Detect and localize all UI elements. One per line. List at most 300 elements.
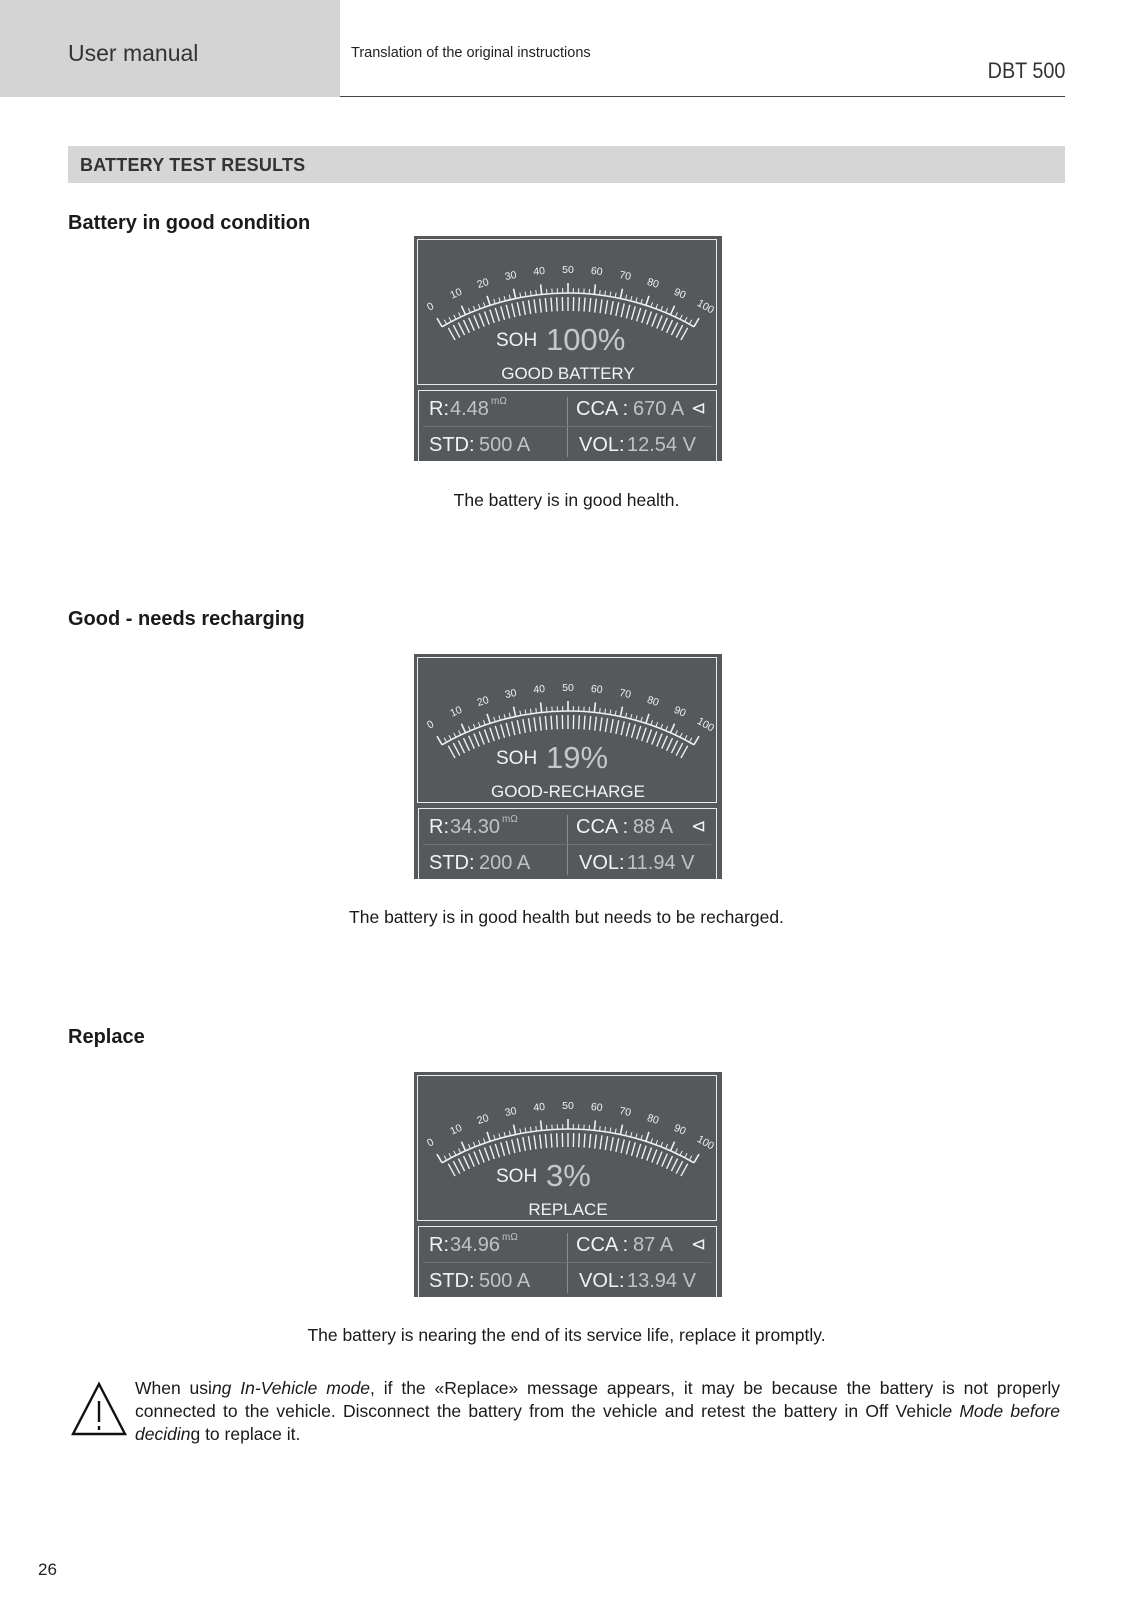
gauge-tick: [637, 1144, 641, 1157]
gauge-tick: [681, 1164, 688, 1176]
soh-label: SOH: [496, 1166, 538, 1187]
header-subtitle: Translation of the original instructions: [351, 45, 591, 61]
gauge-tick: [589, 1134, 590, 1148]
gauge-tick: [541, 702, 542, 712]
gauge-tick: [657, 316, 662, 329]
readings-divider: [423, 426, 711, 427]
gauge-tick: [494, 1135, 495, 1140]
gauge-tick: [444, 738, 446, 742]
gauge-tick-label: 10: [448, 703, 464, 720]
readings-divider: [423, 844, 711, 845]
gauge-tick-label: 100: [694, 1133, 717, 1153]
gauge-tick: [523, 1137, 526, 1151]
voltage-value: 13.94 V: [627, 1270, 696, 1292]
gauge-tick: [652, 731, 657, 744]
gauge-tick-label: 90: [672, 1121, 688, 1138]
voltage-label: VOL:: [579, 434, 625, 456]
gauge-tick-label: 80: [645, 1111, 661, 1127]
gauge-tick: [626, 1141, 629, 1155]
gauge-tick: [594, 702, 595, 712]
gauge-tick: [647, 1147, 652, 1160]
gauge-tick: [661, 724, 663, 729]
gauge-tick: [600, 717, 602, 731]
gauge-tick: [689, 320, 691, 324]
gauge-tick: [487, 1132, 490, 1142]
gauge-tick: [490, 1146, 494, 1159]
gauge-tick: [437, 1154, 442, 1163]
gauge-tick: [600, 1135, 602, 1149]
gauge-tick: [656, 1140, 658, 1145]
gauge-tick: [646, 296, 649, 306]
section-title: BATTERY TEST RESULTS: [80, 155, 306, 175]
gauge-tick: [611, 719, 614, 733]
gauge-tick: [494, 717, 495, 722]
gauge-tick: [579, 297, 580, 311]
gauge-tick: [667, 320, 673, 333]
gauge-tick: [657, 1152, 662, 1165]
gauge-tick: [528, 300, 530, 314]
gauge-tick: [600, 1126, 601, 1131]
gauge-tick-label: 80: [645, 275, 661, 291]
gauge-tick: [689, 1156, 691, 1160]
gauge-tick: [675, 312, 677, 317]
gauge-tick-label: 40: [532, 1100, 546, 1115]
gauge-tick: [458, 1159, 464, 1172]
gauge-tick: [675, 1148, 677, 1153]
gauge-tick: [641, 299, 642, 304]
resistance-value: 34.96: [450, 1234, 501, 1256]
gauge-tick: [641, 1135, 642, 1140]
gauge-tick: [681, 746, 688, 758]
gauge-tick: [534, 717, 536, 731]
gauge-tick: [666, 726, 668, 731]
gauge-tick: [485, 1147, 490, 1160]
std-label: STD:: [429, 852, 475, 874]
gauge-tick: [449, 735, 451, 739]
gauge-tick: [514, 1125, 516, 1135]
result-caption: The battery is nearing the end of its service life, replace it promptly.: [307, 1325, 826, 1345]
gauge-tick: [631, 1132, 632, 1137]
gauge-tick: [473, 1142, 475, 1147]
cca-label: CCA :: [576, 398, 629, 420]
gauge-tick: [444, 1156, 446, 1160]
gauge-tick: [595, 1135, 597, 1149]
gauge-tick: [671, 741, 677, 754]
gauge-tick: [605, 300, 607, 314]
gauge-tick: [540, 1135, 542, 1149]
resistance-label: R:: [429, 1234, 449, 1256]
gauge-tick: [454, 1151, 456, 1155]
gauge-tick: [461, 1142, 465, 1151]
gauge-tick: [620, 1125, 622, 1135]
gauge-tick: [448, 1164, 455, 1176]
warning-text-part: When usi: [135, 1378, 212, 1398]
manual-title: User manual: [68, 40, 199, 66]
gauge-tick: [506, 723, 509, 737]
gauge-tick-label: 50: [562, 264, 574, 276]
voltage-label: VOL:: [579, 1270, 625, 1292]
gauge-tick: [449, 317, 451, 321]
gauge-tick: [637, 308, 641, 321]
gauge-tick: [437, 318, 442, 327]
lcd-display-good: [414, 236, 722, 461]
gauge-tick: [448, 746, 455, 758]
resistance-unit: mΩ: [502, 1232, 518, 1243]
voltage-label: VOL:: [579, 852, 625, 874]
gauge-tick: [685, 1153, 687, 1157]
gauge-tick-label: 30: [503, 268, 518, 284]
gauge-tick: [448, 328, 455, 340]
gauge-tick: [694, 736, 699, 745]
gauge-tick: [631, 296, 632, 301]
gauge-tick: [662, 736, 668, 749]
gauge-tick: [501, 1142, 505, 1155]
gauge-tick: [523, 301, 526, 315]
gauge-tick: [479, 313, 484, 326]
gauge-tick: [667, 738, 673, 751]
gauge-tick: [541, 1120, 542, 1130]
soh-value: 19%: [546, 740, 609, 775]
gauge-tick: [540, 717, 542, 731]
gauge-tick: [499, 297, 500, 302]
gauge-tick-label: 10: [448, 1121, 464, 1138]
header-divider: [340, 96, 1065, 97]
gauge-tick: [485, 311, 490, 324]
gauge-tick: [600, 708, 601, 713]
cca-value: 88 A: [633, 816, 674, 838]
gauge-tick: [501, 306, 505, 319]
gauge-tick: [579, 715, 580, 729]
gauge-tick-label: 50: [562, 1100, 574, 1112]
gauge-tick: [536, 708, 537, 713]
gauge-tick: [652, 313, 657, 326]
battery-status: GOOD BATTERY: [501, 364, 635, 383]
gauge-tick: [453, 743, 459, 755]
gauge-tick-label: 30: [503, 1104, 518, 1120]
gauge-tick-label: 60: [590, 264, 604, 279]
gauge-tick: [651, 720, 653, 725]
voltage-value: 11.94 V: [627, 852, 695, 874]
gauge-tick: [642, 310, 646, 323]
gauge-tick: [468, 726, 470, 731]
gauge-tick: [611, 301, 614, 315]
gauge-tick-label: 70: [618, 686, 633, 702]
gauge-tick: [545, 1134, 546, 1148]
gauge-tick-label: 20: [475, 693, 491, 709]
gauge-tick: [495, 726, 499, 739]
warning-text-italic: e Mode before decidin: [135, 1401, 1060, 1444]
gauge-tick: [483, 720, 485, 725]
gauge-tick: [512, 1139, 515, 1153]
gauge-tick: [478, 304, 480, 309]
gauge-tick-label: 100: [694, 715, 717, 735]
gauge-tick-label: 20: [475, 275, 491, 291]
gauge-tick: [651, 302, 653, 307]
warning-triangle-icon: [70, 1381, 128, 1437]
gauge-tick: [662, 318, 668, 331]
gauge-tick-label: 0: [424, 1136, 437, 1150]
gauge-tick: [536, 290, 537, 295]
std-value: 500 A: [479, 1270, 531, 1292]
gauge-tick: [685, 317, 687, 321]
cca-label: CCA :: [576, 816, 629, 838]
gauge-tick: [464, 738, 470, 751]
gauge-tick: [506, 305, 509, 319]
gauge-tick: [595, 717, 597, 731]
gauge-tick: [589, 298, 590, 312]
model-name: DBT 500: [987, 58, 1065, 83]
gauge-tick: [474, 1152, 479, 1165]
gauge-tick: [459, 730, 461, 735]
section-title-bar: [68, 146, 1065, 183]
gauge-tick-label: 40: [532, 682, 546, 697]
gauge-tick: [464, 1156, 470, 1169]
gauge-tick: [656, 722, 658, 727]
gauge-tick: [616, 302, 619, 316]
gauge-tick: [636, 715, 637, 720]
gauge-tick: [584, 1134, 585, 1148]
gauge-tick: [478, 722, 480, 727]
soh-value: 3%: [546, 1158, 591, 1193]
gauge-tick: [642, 1146, 646, 1159]
std-label: STD:: [429, 434, 475, 456]
gauge-tick: [551, 1134, 552, 1148]
gauge-tick: [647, 729, 652, 742]
gauge-tick: [534, 1135, 536, 1149]
gauge-tick: [495, 308, 499, 321]
resistance-value: 34.30: [450, 816, 501, 838]
gauge-tick: [545, 298, 546, 312]
gauge-tick: [662, 1154, 668, 1167]
gauge-tick: [557, 1133, 558, 1147]
readings-panel: [418, 1226, 717, 1297]
cca-label: CCA :: [576, 1234, 629, 1256]
gauge-tick: [646, 714, 649, 724]
gauge-tick: [499, 1133, 500, 1138]
gauge-tick-label: 60: [590, 1100, 604, 1115]
battery-status: REPLACE: [528, 1200, 608, 1219]
page-number: 26: [38, 1560, 57, 1579]
soh-label: SOH: [496, 330, 538, 351]
gauge-tick: [469, 736, 475, 749]
gauge-tick: [611, 1137, 614, 1151]
gauge-tick: [670, 306, 674, 315]
warning-text-part: g to replace it.: [190, 1424, 301, 1444]
gauge-tick: [631, 714, 632, 719]
gauge-tick: [551, 716, 552, 730]
gauge-tick: [621, 721, 624, 735]
gauge-tick: [595, 299, 597, 313]
gauge-tick: [579, 1133, 580, 1147]
gauge-tick-label: 10: [448, 285, 464, 302]
gauge-tick: [641, 717, 642, 722]
gauge-panel: [417, 1075, 717, 1221]
gauge-tick: [689, 738, 691, 742]
gauge-tick: [642, 728, 646, 741]
resistance-value: 4.48: [450, 398, 489, 420]
gauge-tick: [680, 733, 682, 737]
gauge-tick: [478, 1140, 480, 1145]
gauge-tick: [676, 325, 682, 337]
gauge-tick: [694, 1154, 699, 1163]
soh-value: 100%: [546, 322, 626, 357]
gauge-tick-label: 70: [618, 268, 633, 284]
gauge-tick: [504, 714, 505, 719]
gauge-tick: [517, 720, 520, 734]
gauge-tick: [449, 1153, 451, 1157]
gauge-tick: [536, 1126, 537, 1131]
lcd-display-recharge: [414, 654, 722, 879]
gauge-tick: [487, 714, 490, 724]
gauge-tick: [437, 736, 442, 745]
gauge-tick: [616, 720, 619, 734]
gauge-tick: [487, 296, 490, 306]
gauge-tick: [468, 308, 470, 313]
gauge-tick: [667, 1156, 673, 1169]
warning-note: [135, 1377, 1060, 1446]
cca-value: 670 A: [633, 398, 685, 420]
gauge-tick: [657, 734, 662, 747]
gauge-tick: [528, 718, 530, 732]
gauge-tick: [461, 724, 465, 733]
gauge-tick: [656, 304, 658, 309]
gauge-tick: [626, 723, 629, 737]
gauge-tick: [671, 1159, 677, 1172]
gauge-tick: [517, 1138, 520, 1152]
gauge-tick: [594, 1120, 595, 1130]
gauge-tick: [474, 316, 479, 329]
gauge-tick: [676, 743, 682, 755]
gauge-tick-label: 90: [672, 703, 688, 720]
battery-status: GOOD-RECHARGE: [491, 782, 645, 801]
gauge-tick: [621, 303, 624, 317]
gauge-tick: [474, 734, 479, 747]
resistance-label: R:: [429, 816, 449, 838]
gauge-tick: [501, 724, 505, 737]
gauge-tick: [454, 315, 456, 319]
readings-divider: [423, 1262, 711, 1263]
gauge-tick: [647, 311, 652, 324]
gauge-tick: [652, 1149, 657, 1162]
result-heading-recharge: Good - needs recharging: [68, 608, 305, 630]
gauge-tick-label: 80: [645, 693, 661, 709]
soh-label: SOH: [496, 748, 538, 769]
gauge-tick-label: 70: [618, 1104, 633, 1120]
gauge-tick: [646, 1132, 649, 1142]
gauge-tick: [534, 299, 536, 313]
gauge-tick: [458, 741, 464, 754]
gauge-tick: [666, 308, 668, 313]
result-caption: The battery is in good health.: [453, 490, 680, 510]
gauge-tick: [490, 728, 494, 741]
gauge-tick: [459, 1148, 461, 1153]
gauge-tick: [483, 1138, 485, 1143]
gauge-tick: [685, 735, 687, 739]
gauge-tick: [594, 284, 595, 294]
gauge-tick: [479, 1149, 484, 1162]
gauge-tick: [545, 716, 546, 730]
gauge-tick: [469, 318, 475, 331]
gauge-tick: [459, 312, 461, 317]
gauge-tick: [541, 284, 542, 294]
gauge-tick: [680, 315, 682, 319]
gauge-tick: [517, 302, 520, 316]
gauge-tick: [495, 1144, 499, 1157]
gauge-tick: [626, 305, 629, 319]
gauge-tick: [483, 302, 485, 307]
gauge-tick: [584, 716, 585, 730]
gauge-tick: [473, 306, 475, 311]
gauge-tick: [631, 1142, 635, 1155]
arrow-left-icon: ⊲: [691, 1234, 707, 1254]
warning-text-italic: ng In-Vehicle mode: [211, 1378, 371, 1398]
cca-value: 87 A: [633, 1234, 674, 1256]
gauge-tick: [620, 707, 622, 717]
gauge-tick: [454, 733, 456, 737]
gauge-tick: [600, 299, 602, 313]
gauge-tick: [557, 715, 558, 729]
gauge-tick: [681, 328, 688, 340]
gauge-tick: [605, 718, 607, 732]
gauge-tick: [490, 310, 494, 323]
gauge-tick: [694, 318, 699, 327]
gauge-tick: [600, 290, 601, 295]
std-label: STD:: [429, 1270, 475, 1292]
gauge-panel: [417, 657, 717, 803]
gauge-tick: [675, 730, 677, 735]
gauge-tick: [512, 721, 515, 735]
gauge-tick-label: 100: [694, 297, 717, 317]
gauge-tick: [676, 1161, 682, 1173]
gauge-tick: [506, 1141, 509, 1155]
gauge-tick: [514, 289, 516, 299]
gauge-tick: [670, 724, 674, 733]
gauge-tick: [479, 731, 484, 744]
gauge-tick: [444, 320, 446, 324]
readings-divider: [567, 1233, 568, 1293]
readings-panel: [418, 390, 717, 461]
gauge-tick: [680, 1151, 682, 1155]
gauge-tick-label: 0: [424, 718, 437, 732]
gauge-tick: [504, 296, 505, 301]
std-value: 200 A: [479, 852, 531, 874]
gauge-tick: [468, 1144, 470, 1149]
gauge-tick: [528, 1136, 530, 1150]
gauge-tick: [453, 1161, 459, 1173]
gauge-tick: [671, 323, 677, 336]
resistance-unit: mΩ: [502, 814, 518, 825]
gauge-tick-label: 30: [503, 686, 518, 702]
gauge-tick-label: 50: [562, 682, 574, 694]
gauge-tick: [469, 1154, 475, 1167]
gauge-tick: [512, 303, 515, 317]
gauge-tick: [540, 299, 542, 313]
gauge-tick: [494, 299, 495, 304]
gauge-tick: [504, 1132, 505, 1137]
lcd-display-replace: [414, 1072, 722, 1297]
gauge-tick: [485, 729, 490, 742]
resistance-unit: mΩ: [491, 396, 507, 407]
gauge-tick: [670, 1142, 674, 1151]
gauge-tick: [666, 1144, 668, 1149]
result-heading-replace: Replace: [68, 1026, 145, 1048]
gauge-tick: [636, 297, 637, 302]
gauge-tick: [620, 289, 622, 299]
arrow-left-icon: ⊲: [691, 398, 707, 418]
gauge-tick: [651, 1138, 653, 1143]
gauge-tick: [637, 726, 641, 739]
warning-text-part: , if the «Replace» message appears, it may be because the battery is not properly connected to the vehicle. Disconnect the battery from the vehicle and retest the battery in Off Vehicl: [135, 1378, 1061, 1421]
